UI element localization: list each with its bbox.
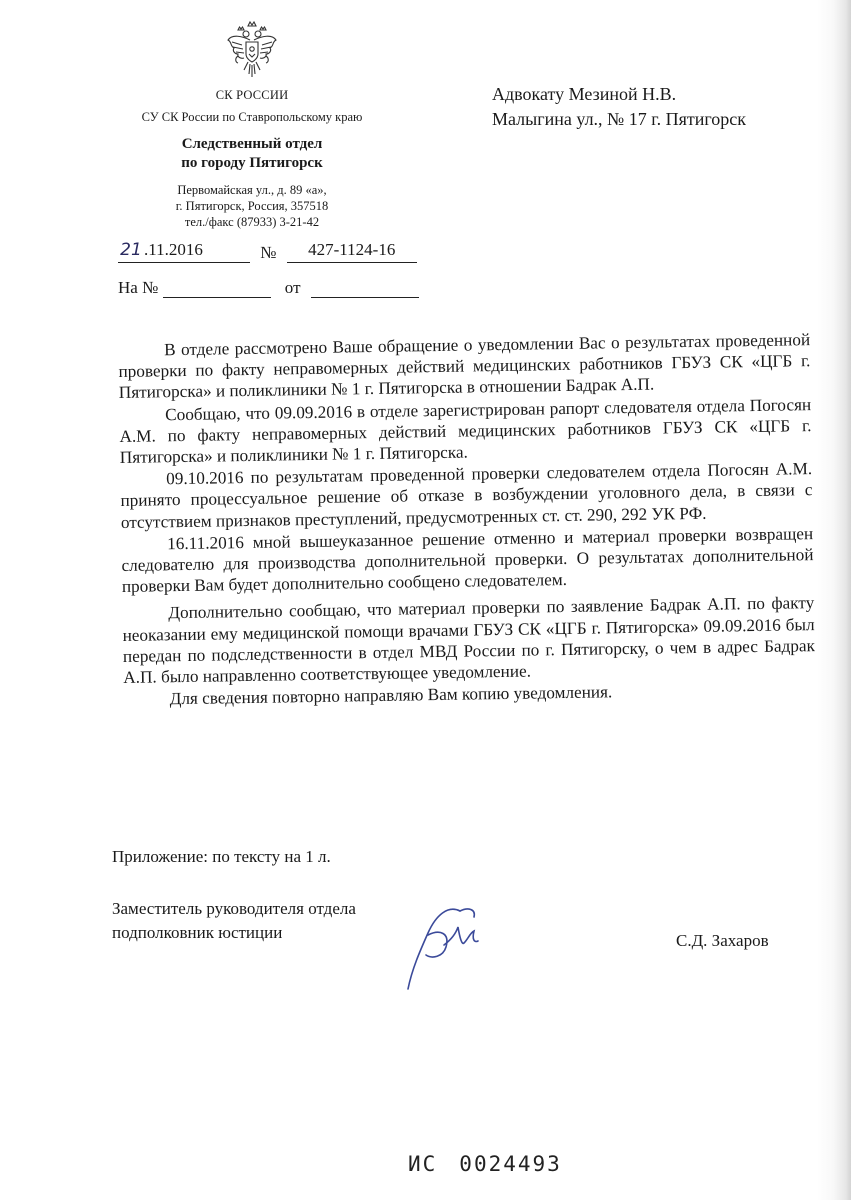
signer-position-line1: Заместитель руководителя отдела (112, 899, 356, 918)
recipient-name: Адвокату Мезиной Н.В. (492, 84, 677, 104)
recipient-address: Малыгина ул., № 17 г. Пятигорск (492, 109, 747, 129)
office-title-line1: Следственный отдел (181, 136, 323, 152)
department-name: СУ СК России по Ставропольскому краю (141, 110, 363, 124)
address-line2: г. Пятигорск, Россия, 357518 (175, 199, 329, 213)
body-paragraph-5: Дополнительно сообщаю, что материал проверки по заявление Бадрак А.П. по факту неоказании ему медицинской помощи врачами ГБУЗ СК «ЦГБ г. Пятигорска» 09.09.2016 был передан по подследственности в отдел МВД России по г. Пятигорску, о чем в адрес Бадрак А.П. было направленно соответствующее уведомление. (122, 593, 816, 688)
signer-name: С.Д. Захаров (676, 931, 769, 950)
letterhead (92, 18, 412, 230)
signer-position-line2: подполковник юстиции (112, 923, 283, 942)
recipient-block (492, 82, 746, 132)
reply-from-label: от (284, 278, 301, 297)
serial-number: 0024493 (459, 1152, 562, 1176)
appendix-note: Приложение: по тексту на 1 л. (112, 847, 331, 866)
form-serial-number (408, 1152, 562, 1176)
reply-prefix: На № (118, 278, 159, 297)
letter-body (118, 329, 816, 710)
coat-of-arms-icon (224, 18, 280, 82)
reply-reference (118, 278, 419, 298)
body-paragraph-4: 16.11.2016 мной вышеуказанное решение отменно и материал проверки возвращен следователю для производства дополнительной проверки. О результатах дополнительной проверки Вам будет дополнительно сообщено следователем. (121, 523, 814, 597)
page-edge-shadow (833, 0, 851, 1200)
body-paragraph-2: Сообщаю, что 09.09.2016 в отделе зарегистрирован рапорт следователя отдела Погосян А.М. по факту неправомерных действий медицинских работников ГБУЗ СК «ЦГБ г. Пятигорска» и поликлиники № 1 г. Пятигорска. (119, 394, 812, 467)
phone-line: тел./факс (87933) 3-21-42 (184, 215, 320, 229)
reply-number-blank (163, 278, 271, 298)
office-address (92, 182, 412, 230)
signer-position (112, 897, 356, 945)
body-paragraph-1: В отделе рассмотрено Ваше обращение о уведомлении Вас о результатах проведенной проверки по факту неправомерных действий медицинских работников ГБУЗ СК «ЦГБ г. Пятигорска» и поликлиники № 1 г. Пятигорска в отношении Бадрак А.П. (118, 330, 811, 403)
document-date-number (118, 240, 417, 263)
serial-prefix: ИС (408, 1152, 438, 1176)
address-line1: Первомайская ул., д. 89 «а», (177, 183, 327, 197)
date-field (118, 240, 250, 263)
body-paragraph-6: Для сведения повторно направляю Вам копию уведомления. (169, 682, 613, 709)
reply-date-blank (311, 278, 419, 298)
handwritten-signature (398, 893, 508, 1003)
office-title (92, 135, 412, 173)
number-sign: № (260, 243, 277, 262)
document-number: 427-1124-16 (287, 240, 417, 263)
date-month-year: .11.2016 (144, 240, 203, 259)
handwritten-day: 21 (120, 240, 142, 260)
org-name: СК РОССИИ (215, 88, 289, 102)
office-title-line2: по городу Пятигорск (181, 155, 323, 171)
body-paragraph-3: 09.10.2016 по результатам проведенной проверки следователем отдела Погосян А.М. принято процессуальное решение об отказе в возбуждении уголовного дела, в связи с отсутствием признаков преступлений, предусмотренных ст. ст. 290, 292 УК РФ. (120, 459, 813, 532)
